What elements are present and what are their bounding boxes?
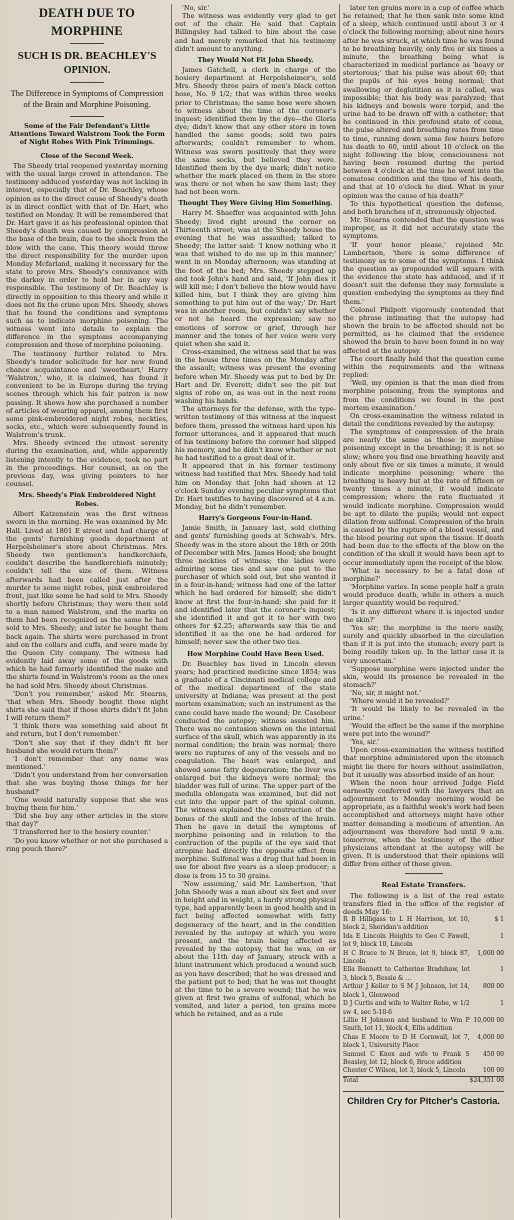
table-row (343, 1034, 504, 1051)
headline-rule (70, 43, 104, 44)
transfer-description: R B Hilligass to L H Harrison, lot 10, block 2, Sheridan's addition (343, 916, 470, 932)
transfer-description: D J Curtis and wife to Walter Rohe, w 1/2 sw 4, sec 5-10-6 (343, 1000, 470, 1016)
transfer-amount: 10,000 00 (473, 1016, 504, 1024)
table-row (343, 950, 504, 967)
table-row (343, 1051, 504, 1068)
total-amount: $24,351 00 (469, 1076, 504, 1084)
transfer-amount: $ 1 (494, 916, 504, 924)
transfer-amount: 1 (500, 1000, 504, 1008)
paragraph: 'I think there was something said about fit and return, but I don't remember.' (6, 722, 168, 739)
paragraph: Colonel Philpott vigorously contended that the phrase intimating that the autopsy had shown the brain to be affected should not be permitted, as he claimed that the evidence showed the brain to have been found in no way affected at the autopsy. (343, 305, 504, 355)
paragraph: Harry M. Shaeffer was acquainted with John Sheedy; lived right around the corner on Thirteenth street; was at the Sheedy house the evening that he was assaulted; talked to Sheedy; the latter said: 'I know nothing who it was that wished to do me up in this manner;' went in on Monday afternoon; was standing at the foot of the bed; Mrs. Sheedy stepped up and took John's hand and said, 'If John dies it will kill me; I don't believe the blow would have killed him, but I think they are giving him something to put him out of the way;' Dr. Hart was in another room, but couldn't say whether or not he heard the expression; saw no emotions of sorrow or grief, through her manner and the tones of her voice were very quiet when she said it. (175, 209, 336, 348)
table-row (343, 1000, 504, 1017)
transfers-heading: Real Estate Transfers. (381, 880, 466, 889)
paragraph: 'I transferred her to the hosiery counter.' (13, 828, 151, 837)
paragraph: The symptoms of compression of the brain are nearly the same as those in morphine poisoning except in the breathing; it is not so slow; where you find one breathing heavily and only about five or six times a minute, it would indicate morphine poisoning; where the breathing is heavy but at the rate of fifteen or twenty times a minute, it would indicate compression; where the rate fluctuated it would indicate morphine. Compression would be apt to dilate the pupils; would not expect dilation from sulfonal. Compression of the brain is caused by the rupture of a blood vessel, and the blood pouring out upon the tissue. If death had been due to the effects of the blow on the condition of the skull it would have been apt to occur immediately upon the receipt of the blow. (343, 428, 504, 567)
table-row (343, 966, 504, 983)
transfer-description: Ida E Lincoln Heights to Geo C Fawell, lot 9, block 10, Lincoln (343, 932, 470, 949)
transfer-description: Chas E Moore to D H Cornwall, lot 7, block 1, University Place (343, 1033, 470, 1050)
transfer-amount: 800 00 (483, 983, 504, 991)
table-row (343, 1067, 504, 1076)
transfer-amount: 4,000 00 (477, 1033, 504, 1041)
paragraph: 'Is it any different where it is injected under the skin?' (343, 607, 504, 624)
paragraph: Upon cross-examination the witness testified that morphine administered upon the stomach might lie there for hours without assimilation, but it usually was absorbed inside of an hour. (343, 746, 504, 779)
headline-3: OPINION. (63, 65, 111, 76)
table-row (343, 933, 504, 950)
deck-rule (70, 82, 104, 83)
subheading-would-not-fit: They Would Not Fit John Sheedy. (197, 56, 314, 64)
transfer-amount: 1,000 00 (477, 949, 504, 957)
transfer-description: Chester C Wilson, lot 3, block 5, Lincoln (343, 1067, 466, 1075)
table-row (343, 1017, 504, 1034)
paragraph: Cross-examined, the witness said that he was in the house three times on the Monday after the assault; witness was present the evening before when Mr. Sheedy was put to bed by Dr. Hart and Dr. Everett; didn't see the pit but signs of robe on, as was out in the next room washing his hands. (175, 348, 336, 406)
paragraph: 'No, sir.' (182, 4, 210, 12)
paragraph: The court finally held that the question came within the requirements and the witness replied: (343, 354, 504, 380)
paragraph: James Gatchell, a clerk in charge of the hosiery department at Herpolsheimer's, sold Mrs. Sheedy three pairs of men's black cotton hose, No. 9 1/2; that was within three weeks prior to Christmas; the same hose were shown to witness about the time of the coroner's inquest; identified them by the dye—the Gloria dye; didn't know that any other store in town handled the same goods; sold two pairs afterwards; couldn't remember to whom. Witness was sworn positively that they were the same socks, but believed they were. Identified them by the dye mark; didn't notice whether the mark placed on them in the store was there or not when he saw them last; they had not been worn. (175, 65, 336, 197)
transfer-amount: 1 (500, 932, 504, 940)
paragraph: Dr. Beachley has lived in Lincoln eleven years; had practiced medicine since 1854; was a graduate of a Cincinnati medical college and of the medical department of the state university at Indiana; was present at the post mortem examination; such an instrument as the cane could have made the wound; Dr. Casebeer conducted the autopsy; witness assisted him. There was no contusion shown on the internal surface of the skull, which was apparently in its normal condition; the brain was normal; there were no ruptures of any of the vessels and no coagulation. The heart was enlarged, and showed some fatty degeneration; the liver was enlarged but the kidneys were normal; the bladder was full of urine. The upper part of the medulla oblongata was examined, but did not cut into the upper part of the spinal column. The witness explained the construction of the bones of the skull and the lobes of the brain. Then he gave in detail the symptoms of morphine poisoning and in relation to the contraction of the pupils of the eye said that atropine had directly the opposite effect from morphine. Sulfonal was a drug that had been in use for about five years as a sleep producer; a dose is from 15 to 30 grains. (175, 659, 336, 880)
transfers-table (343, 916, 504, 1085)
section-divider (405, 873, 443, 874)
paragraph: 'Didn't you understand from her conversation that she was buying those things for her husband?' (6, 771, 168, 796)
transfer-description: H C Bruce to N Bruce, lot 9, block 87, Lincoln (343, 949, 470, 966)
paragraph: Mrs. Sheedy evinced the utmost serenity during the examination, and, while apparently listening intently to the evidence, took no part in the proceedings. Her counsel, as on the previous day, was giving pointers to her counsel. (6, 439, 168, 489)
transfer-description: Arthur J Keller to S M J Johnson, lot 14, block 1, Glenwood (343, 983, 470, 999)
subheading-giving-him-something: Thought They Were Giving Him Something. (178, 200, 333, 208)
table-row (343, 983, 504, 1000)
transfer-description: Ella Bennett to Catherine Bradshaw, lot 3, block 5, Bessie & ... (343, 966, 470, 982)
paragraph: When the noon hour arrived Judge Field earnestly conferred with the lawyers that an adjournment to Monday morning would be appropriate, as a faithful week's work had been accomplished and attorneys might have other matter demanding a modicum of attention. An adjournment was therefore had until 9 a.m. tomorrow, when the testimony of the other physicians attendant at the autopsy will be given. It is understood that their opinions will differ from either of those given. (343, 778, 504, 869)
column-3 (339, 4, 507, 1218)
paragraph: Jamie Smith, in January last, sold clothing and gents' furnishing goods at Schwab's. Mrs. Sheedy was in the store about the 18th or 20th of December with Mrs. James Hood; she bought three neckties of witness; the ladies were admiring some ties and saw one put to the purchaser of which sold out, but she wanted it in a four-in-hand; witness had one of the latter which he had ordered for himself; she didn't know at first the four-in-hand; she paid for it and identified later that the coroner's inquest; she identified it and got it to her with two others for $2.25; afterwards saw this tie and identified it as the one he had ordered for himself; never saw the other two ties. (175, 524, 336, 647)
paragraph: 'Don't you remember,' asked Mr. Stearns, 'that when Mrs. Sheedy bought those night shirts she said that if those shirts didn't fit John I will return them?' (6, 689, 168, 723)
paragraph: 'Well, my opinion is that the man died from morphine poisoning, from the symptoms and from the conditions we found in the post mortem examination.' (343, 379, 504, 412)
paragraph: To this hypothetical question the defense, and both branches of it, strenuously objected. (343, 199, 504, 216)
paragraph: 'I don't remember that any name was mentioned.' (6, 754, 168, 772)
paragraph: 'No, sir, it might not.' (350, 689, 422, 698)
paragraph: 'What is necessary to be a fatal dose of morphine?' (343, 566, 504, 583)
paragraph: The Sheedy trial reopened yesterday morning with the usual large crowd in attendance. The testimony adduced yesterday was not lacking in interest, especially that of Dr. Beachley, whose opinion as to the direct cause of Sheedy's death is in direct conflict with that of Dr. Hart, who testified on Monday. It will be remembered that Dr. Hart gave it as his professional opinion that Sheedy's death was caused by compression at the base of the brain, due to the shock from the blow with the cane. This theory would throw the direct responsibility for the murder upon Monday Mcfarland, making it necessary for the state to prove Mrs. Sheedy's connivance with the darkey in order to hold her in any way responsible. The testimony of Dr. Beachley is directly in opposition to this theory and while it does not fix the crime upon Mrs. Sheedy, shows that he found the conditions and symptoms such as to indicate morphine poisoning. The witness went into details to explain the difference in the symptoms accompanying compression and those of morphine poisoning. (6, 162, 168, 350)
table-row (343, 916, 504, 933)
paragraph: The attorneys for the defense, with the type-written testimony of this witness at the inquest before them, pressed the witness hard upon his former utterances, and it appeared that much of his testimony before the coroner had slipped his memory, and he didn't know whether or not he had testified to a great deal of it. (175, 405, 336, 463)
total-label: Total (343, 1076, 470, 1085)
paragraph: 'One would naturally suppose that she was buying them for him.' (6, 795, 168, 812)
article-deck-2: Some of the Fair Defendant's Little Attentions Toward Walstrom Took the Form of Night Robes With Pink Trimmings. (9, 122, 165, 146)
paragraph: 'Morphine varies. In some people half a grain would produce death, while in others a much larger quantity would be required.' (343, 583, 504, 608)
column-2 (171, 4, 339, 1218)
total-row (343, 1076, 504, 1085)
paragraph: The witness was evidently very glad to get out of the chair. He said that Captain Billingsley had talked to him about the case and had merely remarked that his testimony didn't amount to anything. (175, 12, 336, 53)
paragraph: 'It would be likely to be revealed in the urine.' (343, 705, 504, 722)
transfer-description: Lillie H Johnson and husband to Wm P Smith, lot 11, block 4, Ellis addition (343, 1016, 470, 1033)
paragraph: later ten grains more in a cup of coffee which he retained; that he then sank into some kind of a sleep, which continued until about 3 or 4 o'clock the following morning; about nine hours after he was struck, at which time he was found to be breathing heavily, only five or six times a minute, the breathing being what is characterized in medical parlance as 'heavy or stertorous;' that his pulse was about 60; that the pupils of his eyes being normal; that swallowing or deglutition as it is called, was impossible; that his body was paralyzed; that his kidneys and bowels were torpid, and the urine had to be drawn off with a catheter; that he continued in this profound state of coma, the pulse altered and breathing rates from time to time, running down some few hours before his death to 60, until about 10 o'clock on the night following the blow, consciousness not having been resumed during the period between 4 o'clock at the time he went into the comatose condition and the time of his death, and that at 10 o'clock he died. What in your opinion was the cause of his death?' (343, 4, 504, 200)
column-1 (3, 4, 171, 1218)
transfers-intro: The following is a list of the real estate transfers filed in the office of the register of deeds May 16: (343, 891, 504, 916)
paragraph: The testimony further related to Mrs. Sheedy's tender solicitude for her new found chance acquaintance and 'sweetheart,' Harry 'Walstron,' who, it is claimed, has found it convenient to be in Europe during the trying scenes through which his fair patron is now passing. It shows how she purchased a number of articles of wearing apparel, among them first some pink-embroidered night robes, neckties, socks, etc., which were subsequently found in Walstrom's trunk. (6, 349, 168, 440)
paragraph: 'Where would it be revealed?' (350, 697, 450, 706)
paragraph: On cross-examination the witness related in detail the conditions revealed by the autopsy. (343, 411, 504, 428)
paragraph: 'Yes sir; the morphine is the more easily, surely and quickly absorbed in the circulation than if it is put into the stomach; every part is being readily taken up. In the latter case it is very uncertain.' (343, 623, 504, 665)
paragraph: It appeared that in his former testimony witness had testified that Mrs. Sheedy had told him on Monday that John had shown at 12 o'clock Sunday evening peculiar symptoms that Dr. Hart testifies to having discovered at 4 a.m. Monday, but he didn't remember. (175, 462, 336, 512)
subheading-morphine-used: How Morphine Could Have Been Used. (187, 650, 324, 658)
transfer-amount: 1 (500, 966, 504, 974)
paragraph: 'Now assuming,' said Mr. Lambertson, 'that John Sheedy was a man about six feet and over in height and in weight, a hardy strong physical type, had apparently been in good health and in fact being affected somewhat with fatty degeneracy of the heart, and in the condition revealed by the autopsy at which you were present, and the brain being affected as revealed by the autopsy, that he was, on or about the 11th day of January, struck with a blunt instrument which produced a wound such as you have described; that he was dressed and the patient put to bed; that he was not thought at the time to be a severe wound; that he was given at first two grains of sulfonal, which he vomited, and later a period, ten grains more which he retained, and as a rule (175, 879, 336, 1019)
transfer-amount: 100 00 (483, 1067, 504, 1075)
paragraph: Albert Katzenstein was the first witness sworn in the morning. He was examined by Mr. Hall. Lived at 1801 E street and had charge of the gents' furnishing goods department at Herpolsheimer's store about Christmas. Mrs. Sheedy two gentlemen's handkerchiefs, couldn't describe the handkerchiefs minutely; couldn't tell the size of them. Witness afterwards had been called just after the murder to some night robes, pink embroidered front, just like some he had sold to Mrs. Sheedy shortly before Christmas; they were then sold to a man named Walstrom, and the marks on them had been recognized as the same he had sold to Mrs. Sheedy; and later he bought them back again. The shirts were purchased in front and on the collars and cuffs, and were made by the Queen City company. The witness had evidently laid away some of the goods with which he had formerly identified the make and the shirts found in Walstrom's room as the ones he had sold Mrs. Sheedy about Christmas. (6, 510, 168, 690)
subheading-close-week: Close of the Second Week. (40, 153, 134, 160)
headline-2: SUCH IS DR. BEACHLEY'S (17, 50, 157, 62)
paragraph: Mr. Stearns contended that the question was improper, as it did not accurately state the symptoms. (343, 216, 504, 241)
subheading-four-in-hand: Harry's Gorgeous Four-in-Hand. (198, 515, 313, 523)
paragraph: 'Did she buy any other articles in the store that day?' (6, 812, 168, 829)
subheading-night-robes: Mrs. Sheedy's Pink Embroidered Night Robes. (18, 492, 156, 509)
article-deck: The Difference in Symptoms of Compression of the Brain and Morphine Poisoning. (10, 89, 164, 109)
paragraph: 'Don't she say that if they didn't fit her husband she would return them?' (6, 738, 168, 755)
deck-rule-2 (70, 116, 104, 117)
paragraph: 'Do you know whether or not she purchased a ring pouch there?' (6, 836, 168, 853)
paragraph: 'Suppose morphine were injected under the skin, would its presence be revealed in the stomach?' (343, 664, 504, 689)
transfer-amount: 450 00 (483, 1050, 504, 1058)
transfer-description: Samuel C Knox and wife to Frank S Beasley, lot 12, block 6, Bruce addition (343, 1050, 470, 1066)
paragraph: 'If your honor please,' rejoined Mr. Lambertson, 'there is some difference of testimony as to some of the symptoms. I think the question as propounded will square with the evidence the state has adduced, and if it doesn't suit the defense they may formulate a question embodying the symptoms as they find them.' (343, 240, 504, 306)
castoria-advertisement: Children Cry for Pitcher's Castoria. (343, 1091, 504, 1107)
paragraph: 'Yes, sir.' (350, 738, 379, 747)
headline: DEATH DUE TO MORPHINE (38, 6, 136, 38)
paragraph: 'Would the effect be the same if the morphine were put into the wound?' (343, 721, 504, 738)
